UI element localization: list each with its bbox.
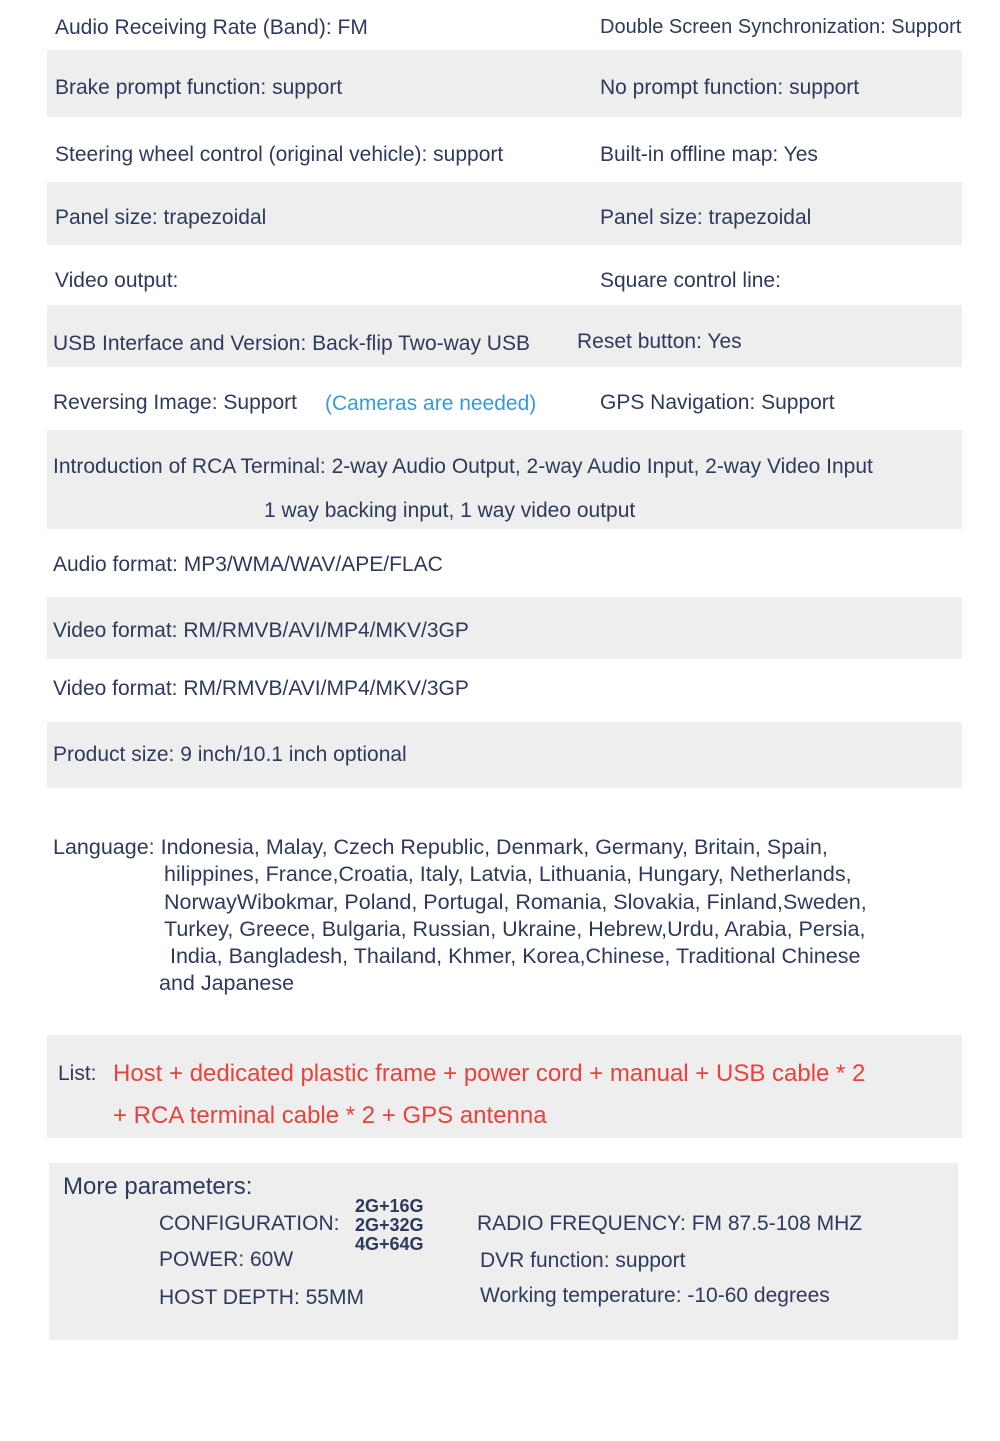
spec-steering-wheel: Steering wheel control (original vehicle): support	[55, 143, 504, 166]
configuration-option: 2G+16G	[355, 1196, 424, 1216]
spec-camera-note: (Cameras are needed)	[325, 392, 537, 415]
spec-double-screen: Double Screen Synchronization: Support	[600, 16, 962, 38]
radio-frequency-spec: RADIO FREQUENCY: FM 87.5-108 MHZ	[477, 1212, 863, 1235]
more-parameters-title: More parameters:	[63, 1173, 253, 1200]
spec-no-prompt: No prompt function: support	[600, 76, 860, 99]
configuration-option: 4G+64G	[355, 1234, 424, 1254]
language-label: Language:	[53, 835, 155, 859]
language-line: Turkey, Greece, Bulgaria, Russian, Ukraine, Hebrew,Urdu, Arabia, Persia,	[164, 916, 866, 941]
language-line: hilippines, France,Croatia, Italy, Latvia, Lithuania, Hungary, Netherlands,	[164, 862, 852, 887]
language-line: and Japanese	[159, 971, 295, 996]
spec-audio-band: Audio Receiving Rate (Band): FM	[55, 16, 368, 39]
configuration-option: 2G+32G	[355, 1215, 424, 1235]
configuration-label: CONFIGURATION:	[159, 1212, 340, 1235]
spec-square-control: Square control line:	[600, 269, 781, 292]
spec-offline-map: Built-in offline map: Yes	[600, 143, 818, 166]
spec-audio-format: Audio format: MP3/WMA/WAV/APE/FLAC	[53, 553, 443, 576]
more-parameters-panel	[49, 1163, 958, 1340]
working-temperature-spec: Working temperature: -10-60 degrees	[480, 1284, 830, 1307]
spec-product-size: Product size: 9 inch/10.1 inch optional	[53, 743, 407, 766]
spec-brake-prompt: Brake prompt function: support	[55, 76, 343, 99]
language-block	[53, 834, 867, 998]
dvr-spec: DVR function: support	[480, 1249, 686, 1272]
language-line: Indonesia, Malay, Czech Republic, Denmark, Germany, Britain, Spain,	[160, 835, 828, 859]
spec-usb-interface: USB Interface and Version: Back-flip Two-way USB	[53, 332, 530, 355]
spec-video-format: Video format: RM/RMVB/AVI/MP4/MKV/3GP	[53, 677, 469, 700]
spec-video-output: Video output:	[55, 269, 179, 292]
spec-gps-navigation: GPS Navigation: Support	[600, 391, 835, 414]
language-line: India, Bangladesh, Thailand, Khmer, Korea,Chinese, Traditional Chinese	[170, 944, 861, 969]
list-label: List:	[58, 1062, 97, 1085]
spec-rca-intro-cont: 1 way backing input, 1 way video output	[264, 499, 636, 522]
spec-rca-intro: Introduction of RCA Terminal: 2-way Audio Output, 2-way Audio Input, 2-way Video Input	[53, 455, 873, 478]
spec-video-format: Video format: RM/RMVB/AVI/MP4/MKV/3GP	[53, 619, 469, 642]
list-items-cont: + RCA terminal cable * 2 + GPS antenna	[113, 1102, 547, 1129]
power-spec: POWER: 60W	[159, 1248, 294, 1271]
list-items: Host + dedicated plastic frame + power cord + manual + USB cable * 2	[113, 1060, 866, 1087]
spec-reversing-image: Reversing Image: Support	[53, 391, 297, 414]
configuration-options	[355, 1197, 424, 1254]
spec-panel-size-left: Panel size: trapezoidal	[55, 206, 267, 229]
spec-panel-size-right: Panel size: trapezoidal	[600, 206, 812, 229]
language-line: NorwayWibokmar, Poland, Portugal, Romania, Slovakia, Finland,Sweden,	[164, 889, 867, 914]
spec-reset-button: Reset button: Yes	[577, 330, 742, 353]
host-depth-spec: HOST DEPTH: 55MM	[159, 1286, 364, 1309]
